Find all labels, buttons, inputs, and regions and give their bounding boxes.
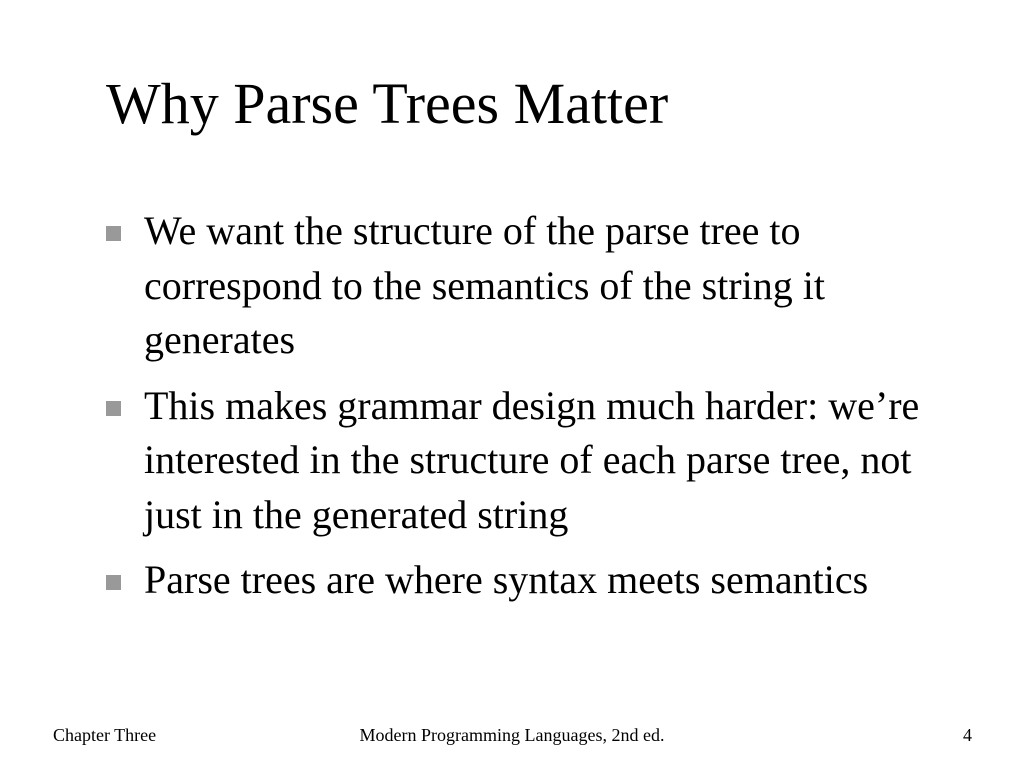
- square-bullet-icon: [106, 226, 121, 241]
- footer-page-number: 4: [963, 725, 972, 745]
- bullet-text: Parse trees are where syntax meets semantics: [144, 557, 869, 602]
- square-bullet-icon: [106, 575, 121, 590]
- bullet-text: We want the structure of the parse tree to correspond to the semantics of the string it generates: [144, 208, 825, 362]
- slide-title: Why Parse Trees Matter: [106, 71, 669, 136]
- bullet-item: [106, 379, 936, 543]
- footer-book-title: Modern Programming Languages, 2nd ed.: [359, 725, 665, 745]
- bullet-item: [106, 553, 936, 608]
- footer-chapter: Chapter Three: [53, 725, 157, 745]
- square-bullet-icon: [106, 401, 121, 416]
- bullet-text: This makes grammar design much harder: we’re interested in the structure of each parse tree, not just in the generated string: [144, 382, 920, 537]
- bullet-item: [106, 204, 936, 368]
- bullet-list: [106, 204, 936, 619]
